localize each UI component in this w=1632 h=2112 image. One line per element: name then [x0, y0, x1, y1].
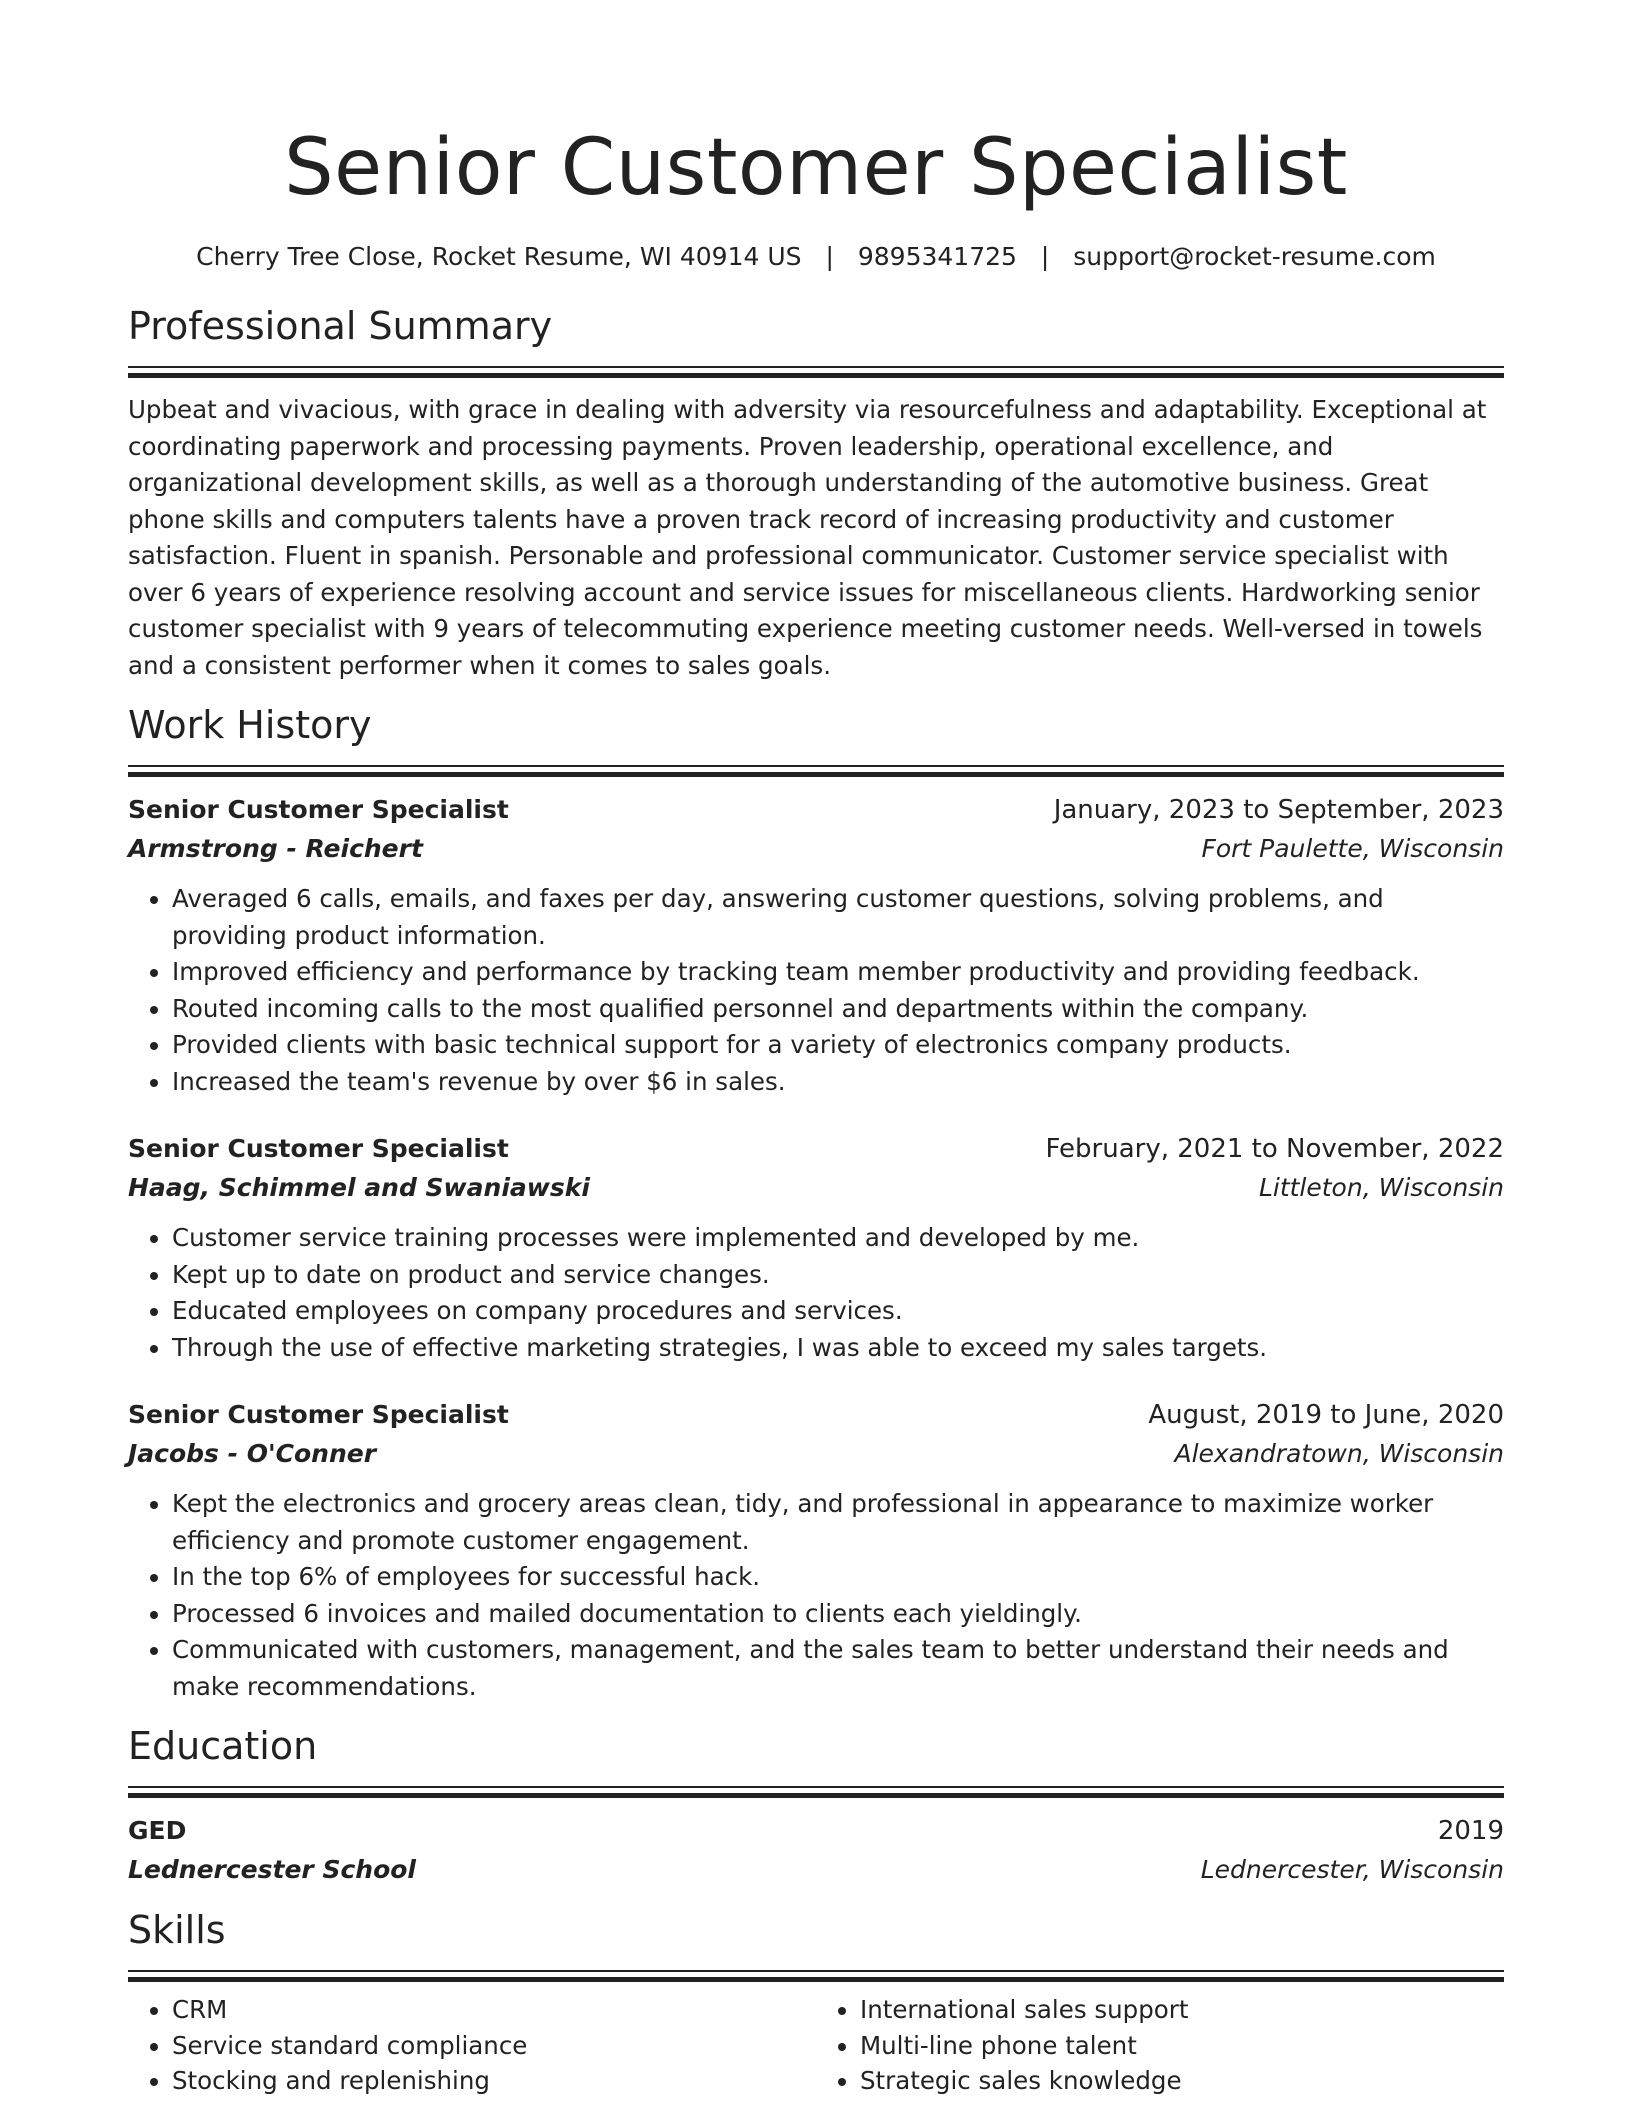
education-location: Lednercester, Wisconsin [1200, 1855, 1504, 1884]
contact-address: Cherry Tree Close, Rocket Resume, WI 40914 US [196, 242, 802, 271]
skill-item: • CRM [172, 1992, 816, 2028]
education-degree: GED [128, 1816, 187, 1845]
summary-section [128, 302, 1504, 684]
skill-item: • Stocking and replenishing [172, 2063, 816, 2099]
job-company: Jacobs - O'Conner [128, 1439, 377, 1468]
education-year: 2019 [1437, 1816, 1504, 1846]
list-item: • Educated employees on company procedures and services. [172, 1293, 1504, 1330]
list-item: • Customer service training processes were implemented and developed by me. [172, 1220, 1504, 1257]
skills-section [128, 1906, 1504, 2099]
contact-separator: | [1040, 242, 1050, 271]
resume-title: Senior Customer Specialist [284, 123, 1348, 213]
contact-line [128, 240, 1504, 274]
section-heading-education: Education [128, 1724, 318, 1768]
section-heading-work: Work History [128, 703, 372, 747]
section-divider [128, 1786, 1504, 1798]
list-item: • Kept up to date on product and service changes. [172, 1257, 1504, 1294]
contact-separator: | [825, 242, 834, 271]
job-entry [128, 1130, 1504, 1366]
list-item: • Provided clients with basic technical support for a variety of electronics company products. [172, 1027, 1504, 1064]
skill-item: • Multi-line phone talent [860, 2028, 1504, 2064]
contact-email: support@rocket-resume.com [1073, 242, 1436, 271]
job-bullets [128, 1486, 1504, 1705]
skill-item: • International sales support [860, 1992, 1504, 2028]
skills-list-left [128, 1992, 816, 2099]
job-location: Fort Paulette, Wisconsin [1201, 834, 1504, 863]
section-heading-summary: Professional Summary [128, 304, 553, 348]
job-location: Alexandratown, Wisconsin [1174, 1439, 1504, 1468]
skill-item: • Strategic sales knowledge [860, 2063, 1504, 2099]
job-bullets [128, 881, 1504, 1100]
list-item: • Averaged 6 calls, emails, and faxes per day, answering customer questions, solving problems, and providing product information. [172, 881, 1504, 954]
job-company: Armstrong - Reichert [128, 834, 423, 863]
job-location: Littleton, Wisconsin [1258, 1173, 1504, 1202]
job-title: Senior Customer Specialist [128, 795, 509, 824]
summary-text: Upbeat and vivacious, with grace in dealing with adversity via resourcefulness and adaptability. Exceptional at coordinating paperwork and processing payments. Proven leadership, operational excellence, and organizational development skills, as well as a thorough understanding of the automotive business. Great phone skills and computers talents have a proven track record of increasing productivity and customer satisfaction. Fluent in spanish. Personable and professional communicator. Customer service specialist with over 6 years of experience resolving account and service issues for miscellaneous clients. Hardworking senior customer specialist with 9 years of telecommuting experience meeting customer needs. Well-versed in towels and a consistent performer when it comes to sales goals. [128, 395, 1487, 680]
job-dates: August, 2019 to June, 2020 [1148, 1400, 1504, 1430]
job-entry [128, 1396, 1504, 1705]
job-dates: January, 2023 to September, 2023 [1053, 795, 1504, 825]
job-company: Haag, Schimmel and Swaniawski [128, 1173, 590, 1202]
job-title: Senior Customer Specialist [128, 1400, 509, 1429]
skills-columns [128, 1992, 1504, 2099]
list-item: • Routed incoming calls to the most qualified personnel and departments within the company. [172, 991, 1504, 1028]
skill-item: • Service standard compliance [172, 2028, 816, 2064]
section-divider [128, 366, 1504, 378]
list-item: • Processed 6 invoices and mailed documentation to clients each yieldingly. [172, 1596, 1504, 1633]
job-dates: February, 2021 to November, 2022 [1045, 1134, 1504, 1164]
education-school: Lednercester School [128, 1855, 417, 1884]
section-divider [128, 1970, 1504, 1982]
job-title: Senior Customer Specialist [128, 1134, 509, 1163]
job-entry [128, 791, 1504, 1100]
list-item: • Communicated with customers, management, and the sales team to better understand their needs and make recommendations. [172, 1632, 1504, 1705]
list-item: • Increased the team's revenue by over $6 in sales. [172, 1064, 1504, 1101]
list-item: • Improved efficiency and performance by tracking team member productivity and providing feedback. [172, 954, 1504, 991]
contact-phone: 9895341725 [857, 242, 1017, 271]
list-item: • Through the use of effective marketing strategies, I was able to exceed my sales targets. [172, 1330, 1504, 1367]
skills-list-right [816, 1992, 1504, 2099]
education-section [128, 1722, 1504, 1890]
section-divider [128, 765, 1504, 777]
list-item: • Kept the electronics and grocery areas clean, tidy, and professional in appearance to maximize worker efficiency and promote customer engagement. [172, 1486, 1504, 1559]
work-history-section [128, 701, 1504, 1705]
job-bullets [128, 1220, 1504, 1366]
section-heading-skills: Skills [128, 1908, 226, 1952]
list-item: • In the top 6% of employees for successful hack. [172, 1559, 1504, 1596]
